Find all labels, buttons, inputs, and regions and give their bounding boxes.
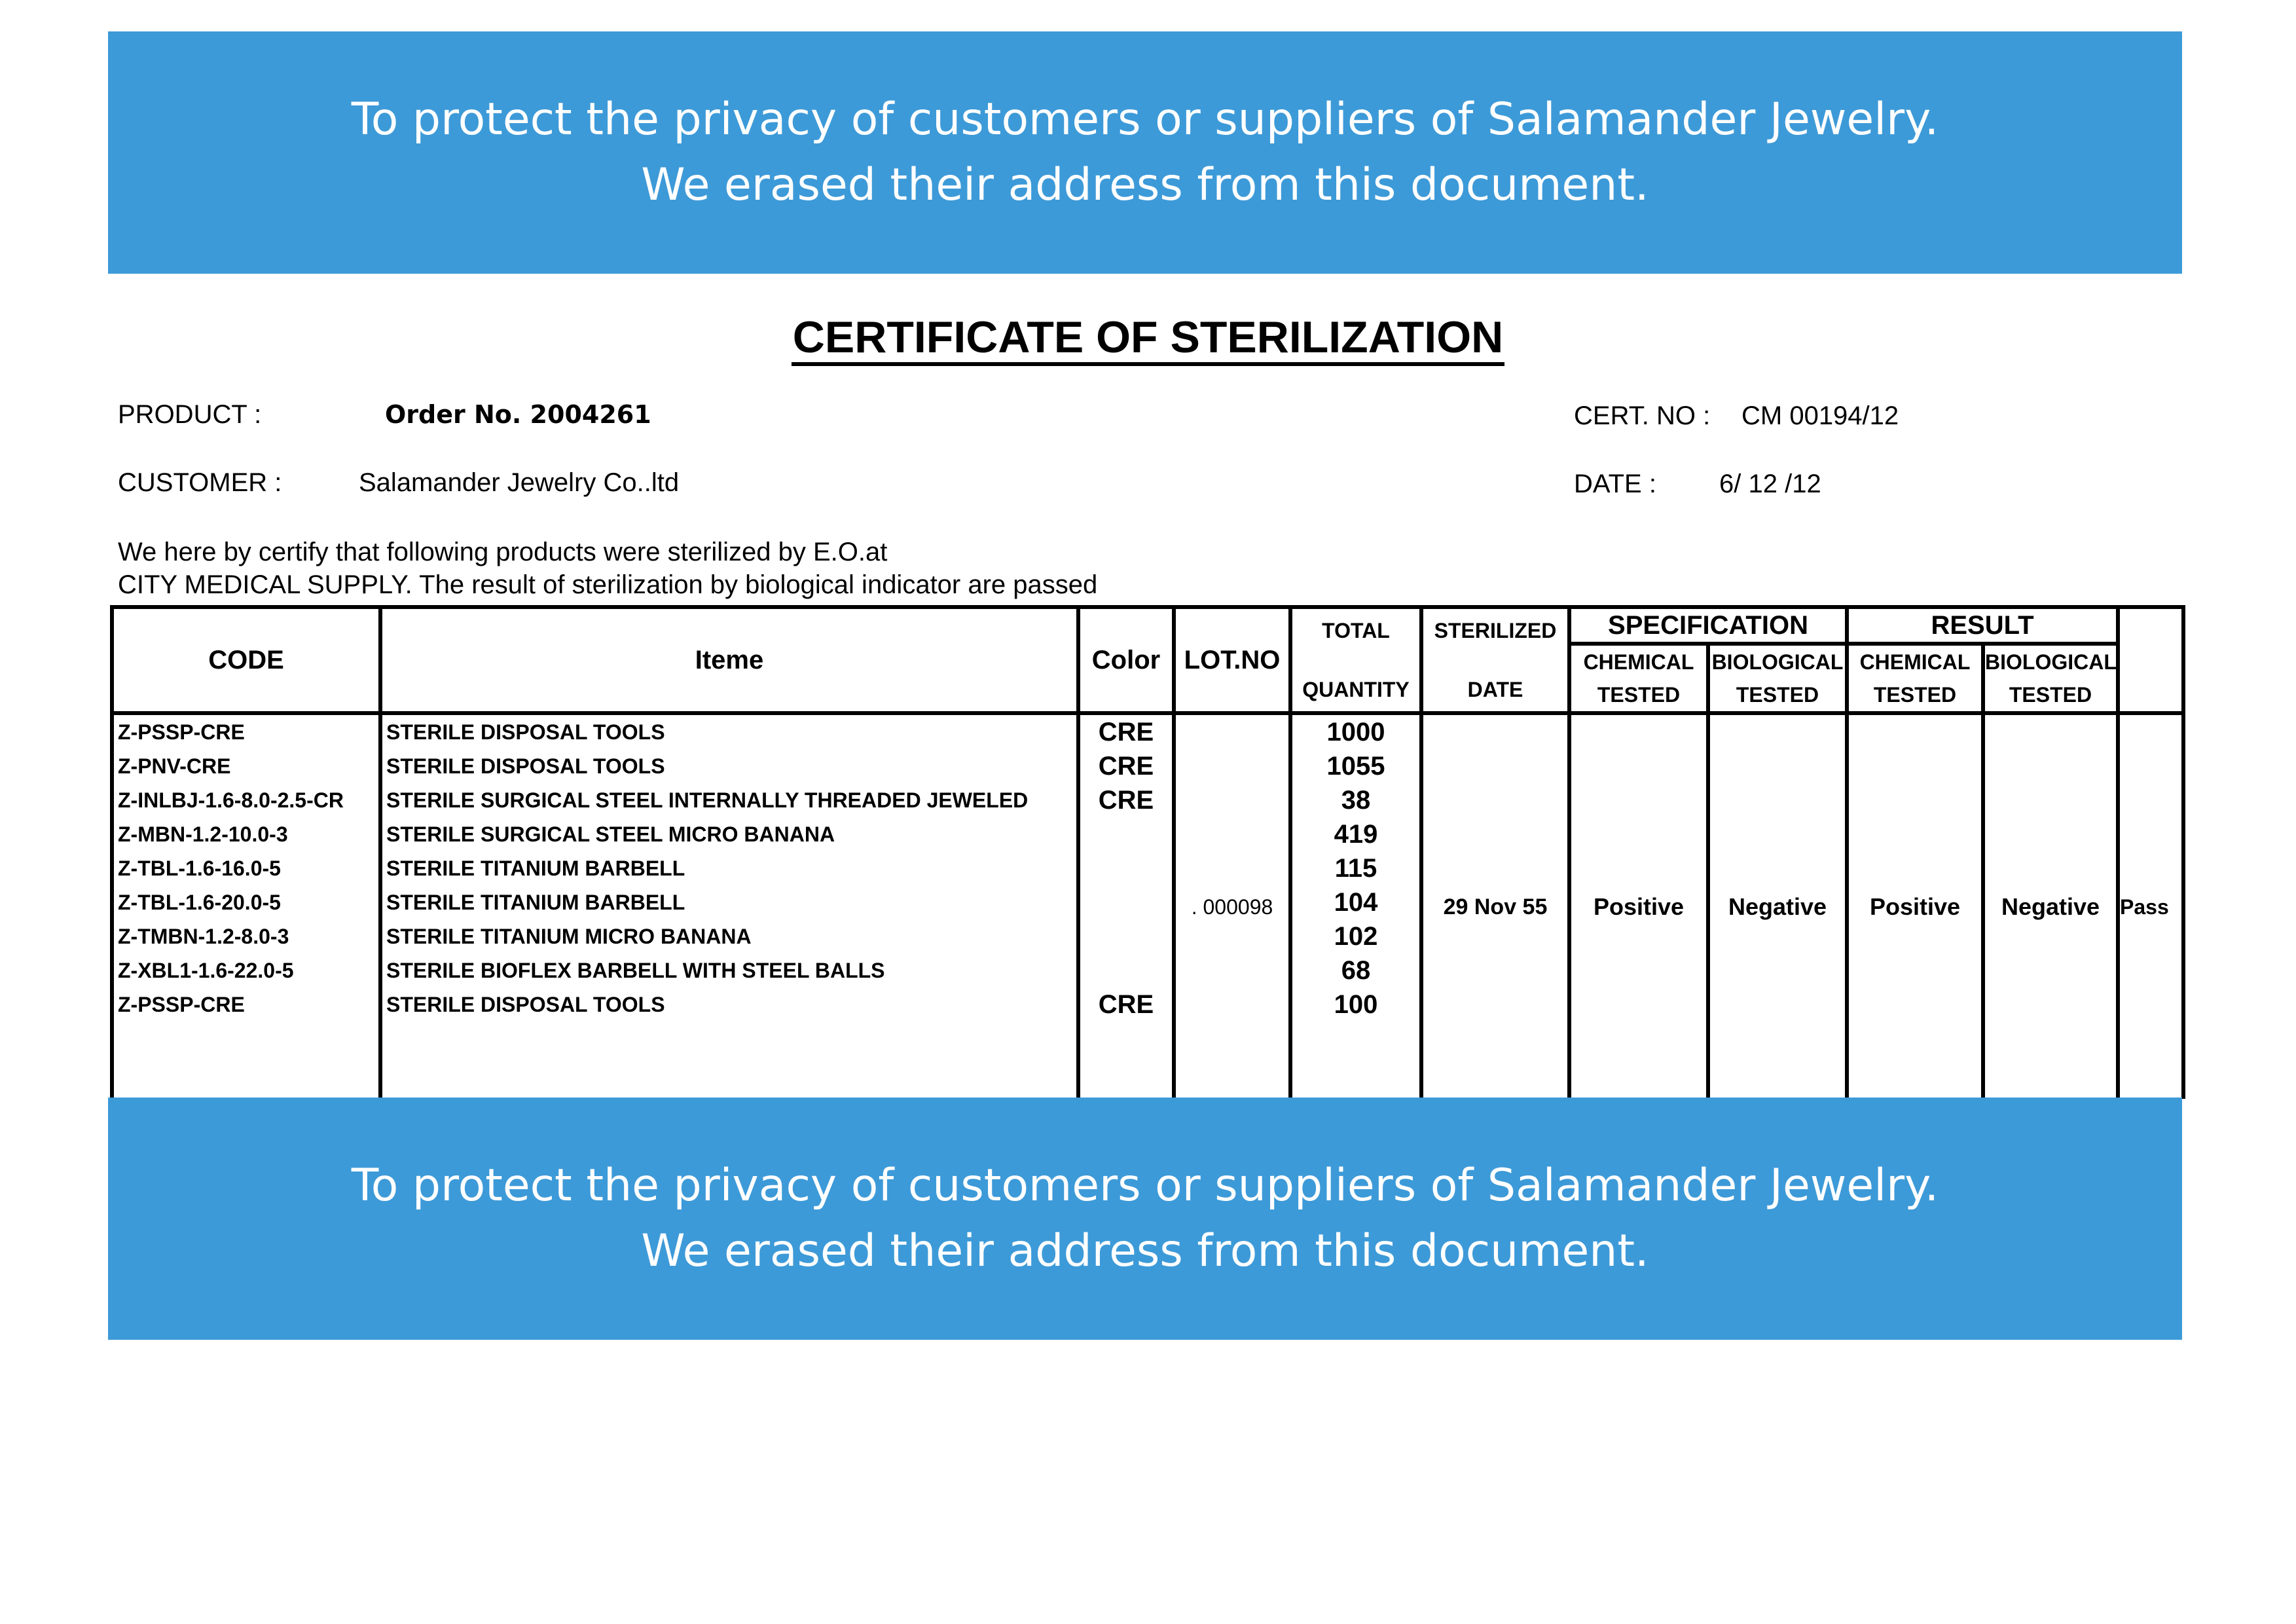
header-spec-biological bbox=[1708, 644, 1847, 713]
header-result-biological-bottom: TESTED bbox=[2009, 683, 2092, 707]
row-item: STERILE BIOFLEX BARBELL WITH STEEL BALLS bbox=[386, 959, 885, 982]
row-code: Z-TBL-1.6-16.0-5 bbox=[118, 857, 281, 880]
header-total-quantity bbox=[1290, 607, 1421, 713]
row-item: STERILE DISPOSAL TOOLS bbox=[386, 993, 665, 1016]
row-code: Z-XBL1-1.6-22.0-5 bbox=[118, 959, 294, 982]
row-color bbox=[1080, 885, 1172, 919]
row-color bbox=[1080, 851, 1172, 885]
item-column bbox=[380, 713, 1078, 1099]
row-item: STERILE SURGICAL STEEL INTERNALLY THREADED JEWELED bbox=[386, 788, 1029, 812]
row-quantity: 1055 bbox=[1326, 752, 1385, 781]
row-quantity: 419 bbox=[1334, 820, 1378, 849]
product-label: PRODUCT : bbox=[118, 400, 262, 429]
header-spec-chemical bbox=[1569, 644, 1708, 713]
color-column bbox=[1078, 713, 1174, 1099]
final-pass-cell: Pass bbox=[2118, 713, 2183, 1099]
lot-no-cell: . 000098 bbox=[1174, 713, 1290, 1099]
title-text: CERTIFICATE OF STERILIZATION bbox=[792, 312, 1504, 366]
result-biological-cell: Negative bbox=[1983, 713, 2118, 1099]
row-code: Z-PSSP-CRE bbox=[118, 720, 245, 744]
row-quantity: 68 bbox=[1341, 956, 1371, 985]
row-quantity: 100 bbox=[1334, 990, 1378, 1019]
row-quantity: 1000 bbox=[1326, 718, 1385, 747]
row-item: STERILE TITANIUM BARBELL bbox=[386, 891, 685, 914]
row-code: Z-MBN-1.2-10.0-3 bbox=[118, 822, 288, 846]
header-result-chemical-top: CHEMICAL bbox=[1859, 650, 1971, 674]
banner-line-2: We erased their address from this document. bbox=[641, 159, 1649, 211]
certification-line-1: We here by certify that following products were sterilized by E.O.at bbox=[118, 538, 888, 566]
row-item: STERILE TITANIUM BARBELL bbox=[386, 857, 685, 880]
code-column bbox=[112, 713, 380, 1099]
row-color: CRE bbox=[1098, 752, 1154, 781]
product-value: Order No. 2004261 bbox=[385, 400, 651, 429]
row-color: CRE bbox=[1098, 718, 1154, 747]
row-code: Z-PSSP-CRE bbox=[118, 993, 245, 1016]
header-code: CODE bbox=[112, 607, 380, 713]
date-value: 6/ 12 /12 bbox=[1719, 470, 1821, 498]
document-title bbox=[0, 308, 2296, 367]
row-code: Z-INLBJ-1.6-8.0-2.5-CR bbox=[118, 788, 344, 812]
header-item: Iteme bbox=[380, 607, 1078, 713]
row-code: Z-PNV-CRE bbox=[118, 754, 231, 778]
row-item: STERILE DISPOSAL TOOLS bbox=[386, 720, 665, 744]
row-quantity: 38 bbox=[1341, 786, 1371, 815]
result-chemical-cell: Positive bbox=[1847, 713, 1983, 1099]
row-code: Z-TMBN-1.2-8.0-3 bbox=[118, 925, 289, 948]
header-specification: SPECIFICATION bbox=[1569, 607, 1847, 644]
row-quantity: 102 bbox=[1334, 922, 1378, 951]
header-result-chemical-bottom: TESTED bbox=[1873, 683, 1957, 707]
sterilized-date-cell: 29 Nov 55 bbox=[1421, 713, 1569, 1099]
certification-statement bbox=[118, 536, 1097, 601]
row-color bbox=[1080, 817, 1172, 851]
cert-no-label: CERT. NO : bbox=[1574, 401, 1711, 430]
spec-chemical-cell: Positive bbox=[1569, 713, 1708, 1099]
header-spec-biological-top: BIOLOGICAL bbox=[1711, 650, 1844, 674]
quantity-column bbox=[1290, 713, 1421, 1099]
header-spec-chemical-top: CHEMICAL bbox=[1583, 650, 1694, 674]
header-result-chemical bbox=[1847, 644, 1983, 713]
date-label: DATE : bbox=[1574, 470, 1656, 498]
banner-line-1: To protect the privacy of customers or suppliers of Salamander Jewelry. bbox=[351, 94, 1939, 145]
privacy-banner-bottom bbox=[108, 1098, 2182, 1340]
row-item: STERILE DISPOSAL TOOLS bbox=[386, 754, 665, 778]
row-item: STERILE SURGICAL STEEL MICRO BANANA bbox=[386, 822, 835, 846]
sterilization-table bbox=[110, 605, 2185, 1099]
row-item: STERILE TITANIUM MICRO BANANA bbox=[386, 925, 752, 948]
header-result-biological-top: BIOLOGICAL bbox=[1985, 650, 2117, 674]
header-total-top: TOTAL bbox=[1322, 619, 1390, 642]
header-sterilized-date bbox=[1421, 607, 1569, 713]
row-code: Z-TBL-1.6-20.0-5 bbox=[118, 891, 281, 914]
header-sterilized-top: STERILIZED bbox=[1434, 619, 1557, 642]
customer-value: Salamander Jewelry Co..ltd bbox=[359, 468, 680, 497]
header-spec-biological-bottom: TESTED bbox=[1736, 683, 1819, 707]
header-total-bottom: QUANTITY bbox=[1302, 678, 1410, 701]
row-quantity: 115 bbox=[1334, 854, 1377, 883]
row-color: CRE bbox=[1098, 786, 1154, 815]
header-sterilized-bottom: DATE bbox=[1467, 678, 1523, 701]
banner-line-2: We erased their address from this document. bbox=[641, 1225, 1649, 1277]
header-result-biological bbox=[1983, 644, 2118, 713]
row-color bbox=[1080, 919, 1172, 953]
header-result: RESULT bbox=[1847, 607, 2118, 644]
spec-biological-cell: Negative bbox=[1708, 713, 1847, 1099]
header-color: Color bbox=[1078, 607, 1174, 713]
banner-line-1: To protect the privacy of customers or suppliers of Salamander Jewelry. bbox=[351, 1160, 1939, 1211]
row-color: CRE bbox=[1098, 990, 1154, 1019]
privacy-banner-top bbox=[108, 31, 2182, 274]
row-quantity: 104 bbox=[1334, 888, 1378, 917]
row-color bbox=[1080, 953, 1172, 987]
header-lot-no: LOT.NO bbox=[1174, 607, 1290, 713]
header-spec-chemical-bottom: TESTED bbox=[1597, 683, 1681, 707]
cert-no-value: CM 00194/12 bbox=[1741, 401, 1899, 430]
certification-line-2: CITY MEDICAL SUPPLY. The result of sterilization by biological indicator are passed bbox=[118, 570, 1098, 599]
customer-label: CUSTOMER : bbox=[118, 468, 282, 497]
header-final bbox=[2118, 607, 2183, 713]
